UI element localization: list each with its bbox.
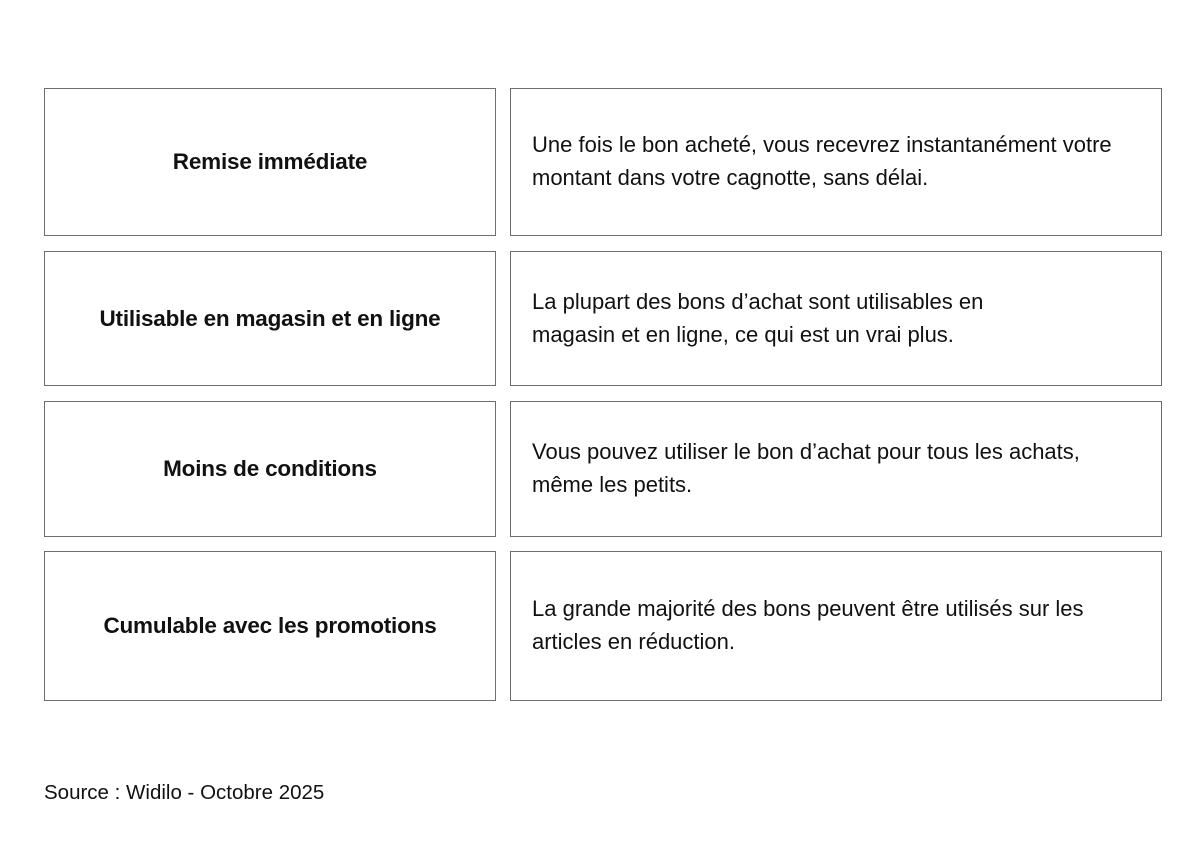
row-description: Vous pouvez utiliser le bon d’achat pour tous les achats, même les petits. <box>532 439 1080 497</box>
row-description: La grande majorité des bons peuvent être utilisés sur les articles en réduction. <box>532 596 1084 654</box>
row-description: La plupart des bons d’achat sont utilisables en magasin et en ligne, ce qui est un vrai plus. <box>532 288 984 347</box>
row-description: Une fois le bon acheté, vous recevrez instantanément votre montant dans votre cagnotte, sans délai. <box>532 132 1112 190</box>
table-row <box>44 251 1162 386</box>
row-label: Moins de conditions <box>163 456 377 481</box>
row-label: Cumulable avec les promotions <box>103 613 437 638</box>
table-row <box>44 401 1162 537</box>
source-caption: Source : Widilo - Octobre 2025 <box>44 781 325 804</box>
table-row <box>44 88 1162 236</box>
row-label-cell <box>44 88 496 236</box>
row-label: Utilisable en magasin et en ligne <box>99 305 441 331</box>
table-row <box>44 551 1162 701</box>
row-label-cell <box>44 251 496 386</box>
row-description-cell <box>510 251 1162 386</box>
row-description-cell <box>510 401 1162 537</box>
row-description-cell <box>510 551 1162 701</box>
row-label: Remise immédiate <box>172 149 368 174</box>
row-label-cell <box>44 401 496 537</box>
row-description-cell <box>510 88 1162 236</box>
row-label-cell <box>44 551 496 701</box>
